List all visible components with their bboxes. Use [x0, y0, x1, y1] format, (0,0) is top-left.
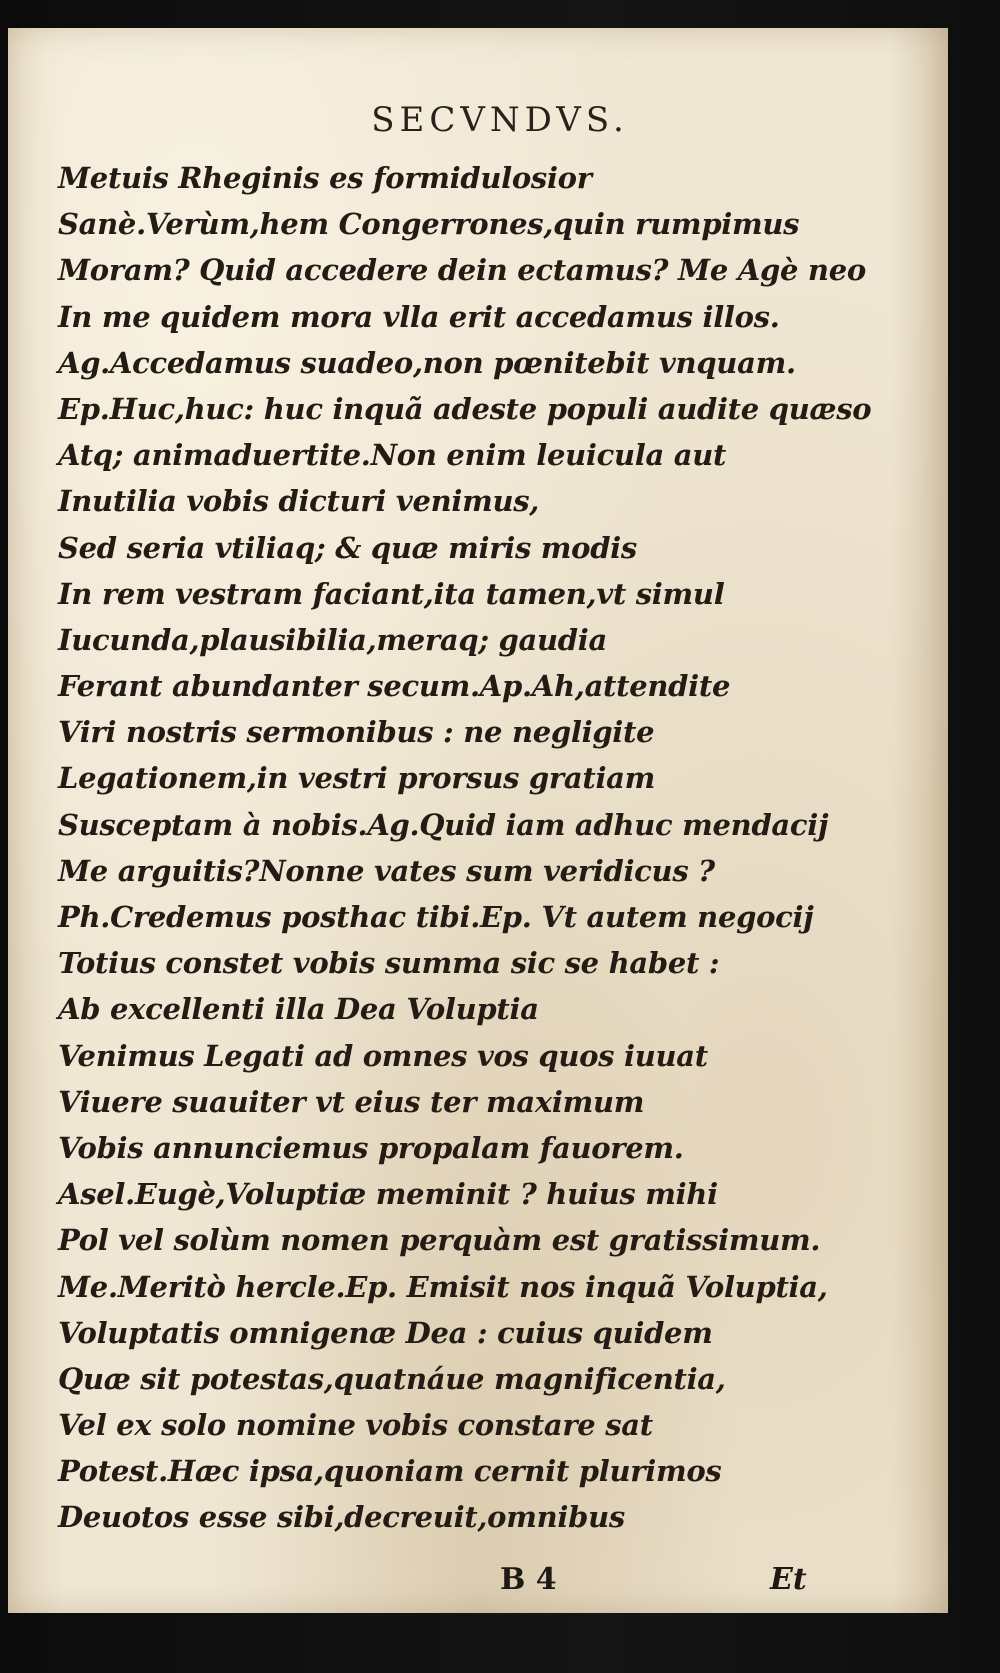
verse-line: Moram? Quid accedere dein ectamus? Me Agè neo	[58, 253, 866, 288]
verse-line: Voluptatis omnigenæ Dea : cuius quidem	[58, 1315, 713, 1350]
verse-line: Ab excellenti illa Dea Voluptia	[58, 992, 539, 1027]
verse-line: Viri nostris sermonibus : ne negligite	[58, 715, 655, 750]
signature-mark: B 4	[500, 1562, 557, 1597]
verse-line: Deuotos esse sibi,decreuit,omnibus	[58, 1500, 625, 1535]
verse-line: Ph.Credemus posthac tibi.Ep. Vt autem negocij	[58, 900, 814, 934]
verse-line: Metuis Rheginis es formidulosior	[58, 161, 592, 195]
verse-text-block	[58, 155, 898, 1541]
verse-line: Viuere suauiter vt eius ter maximum	[58, 1084, 645, 1119]
verse-line: Sanè.Verùm,hem Congerrones,quin rumpimus	[58, 207, 800, 242]
verse-line: Iucunda,plausibilia,meraq; gaudia	[58, 622, 607, 657]
verse-line: Venimus Legati ad omnes vos quos iuuat	[58, 1038, 708, 1073]
verse-line: Inutilia vobis dicturi venimus,	[58, 484, 540, 519]
verse-line: Quæ sit potestas,quatnáue magnificentia,	[58, 1361, 726, 1396]
verse-line: Legationem,in vestri prorsus gratiam	[58, 761, 656, 796]
verse-line: Ag.Accedamus suadeo,non pœnitebit vnquam.	[58, 345, 796, 380]
verse-line: Atq; animaduertite.Non enim leuicula aut	[58, 438, 727, 473]
verse-line: Sed seria vtiliaq; & quæ miris modis	[58, 530, 637, 565]
verse-line: Totius constet vobis summa sic se habet :	[58, 946, 720, 981]
verse-line: Asel.Eugè,Voluptiæ meminit ? huius mihi	[58, 1177, 718, 1212]
catchword: Et	[770, 1562, 807, 1597]
running-head: SECVNDVS.	[371, 100, 629, 140]
verse-line: Vel ex solo nomine vobis constare sat	[58, 1408, 653, 1443]
verse-line: Vobis annunciemus propalam fauorem.	[58, 1130, 684, 1165]
verse-line: In rem vestram faciant,ita tamen,vt simul	[58, 576, 725, 611]
verse-line: Me arguitis?Nonne vates sum veridicus ?	[58, 853, 715, 888]
verse-line: Potest.Hæc ipsa,quoniam cernit plurimos	[58, 1454, 722, 1489]
verse-line: Ep.Huc,huc: huc inquã adeste populi audite quæso	[58, 391, 872, 426]
verse-line: In me quidem mora vlla erit accedamus illos.	[58, 299, 780, 334]
verse-line: Pol vel solùm nomen perquàm est gratissimum.	[58, 1223, 821, 1258]
verse-line: Ferant abundanter secum.Ap.Ah,attendite	[58, 669, 731, 704]
verse-line: Susceptam à nobis.Ag.Quid iam adhuc mendacij	[58, 807, 829, 842]
verse-line: Me.Meritò hercle.Ep. Emisit nos inquã Voluptia,	[58, 1269, 828, 1304]
